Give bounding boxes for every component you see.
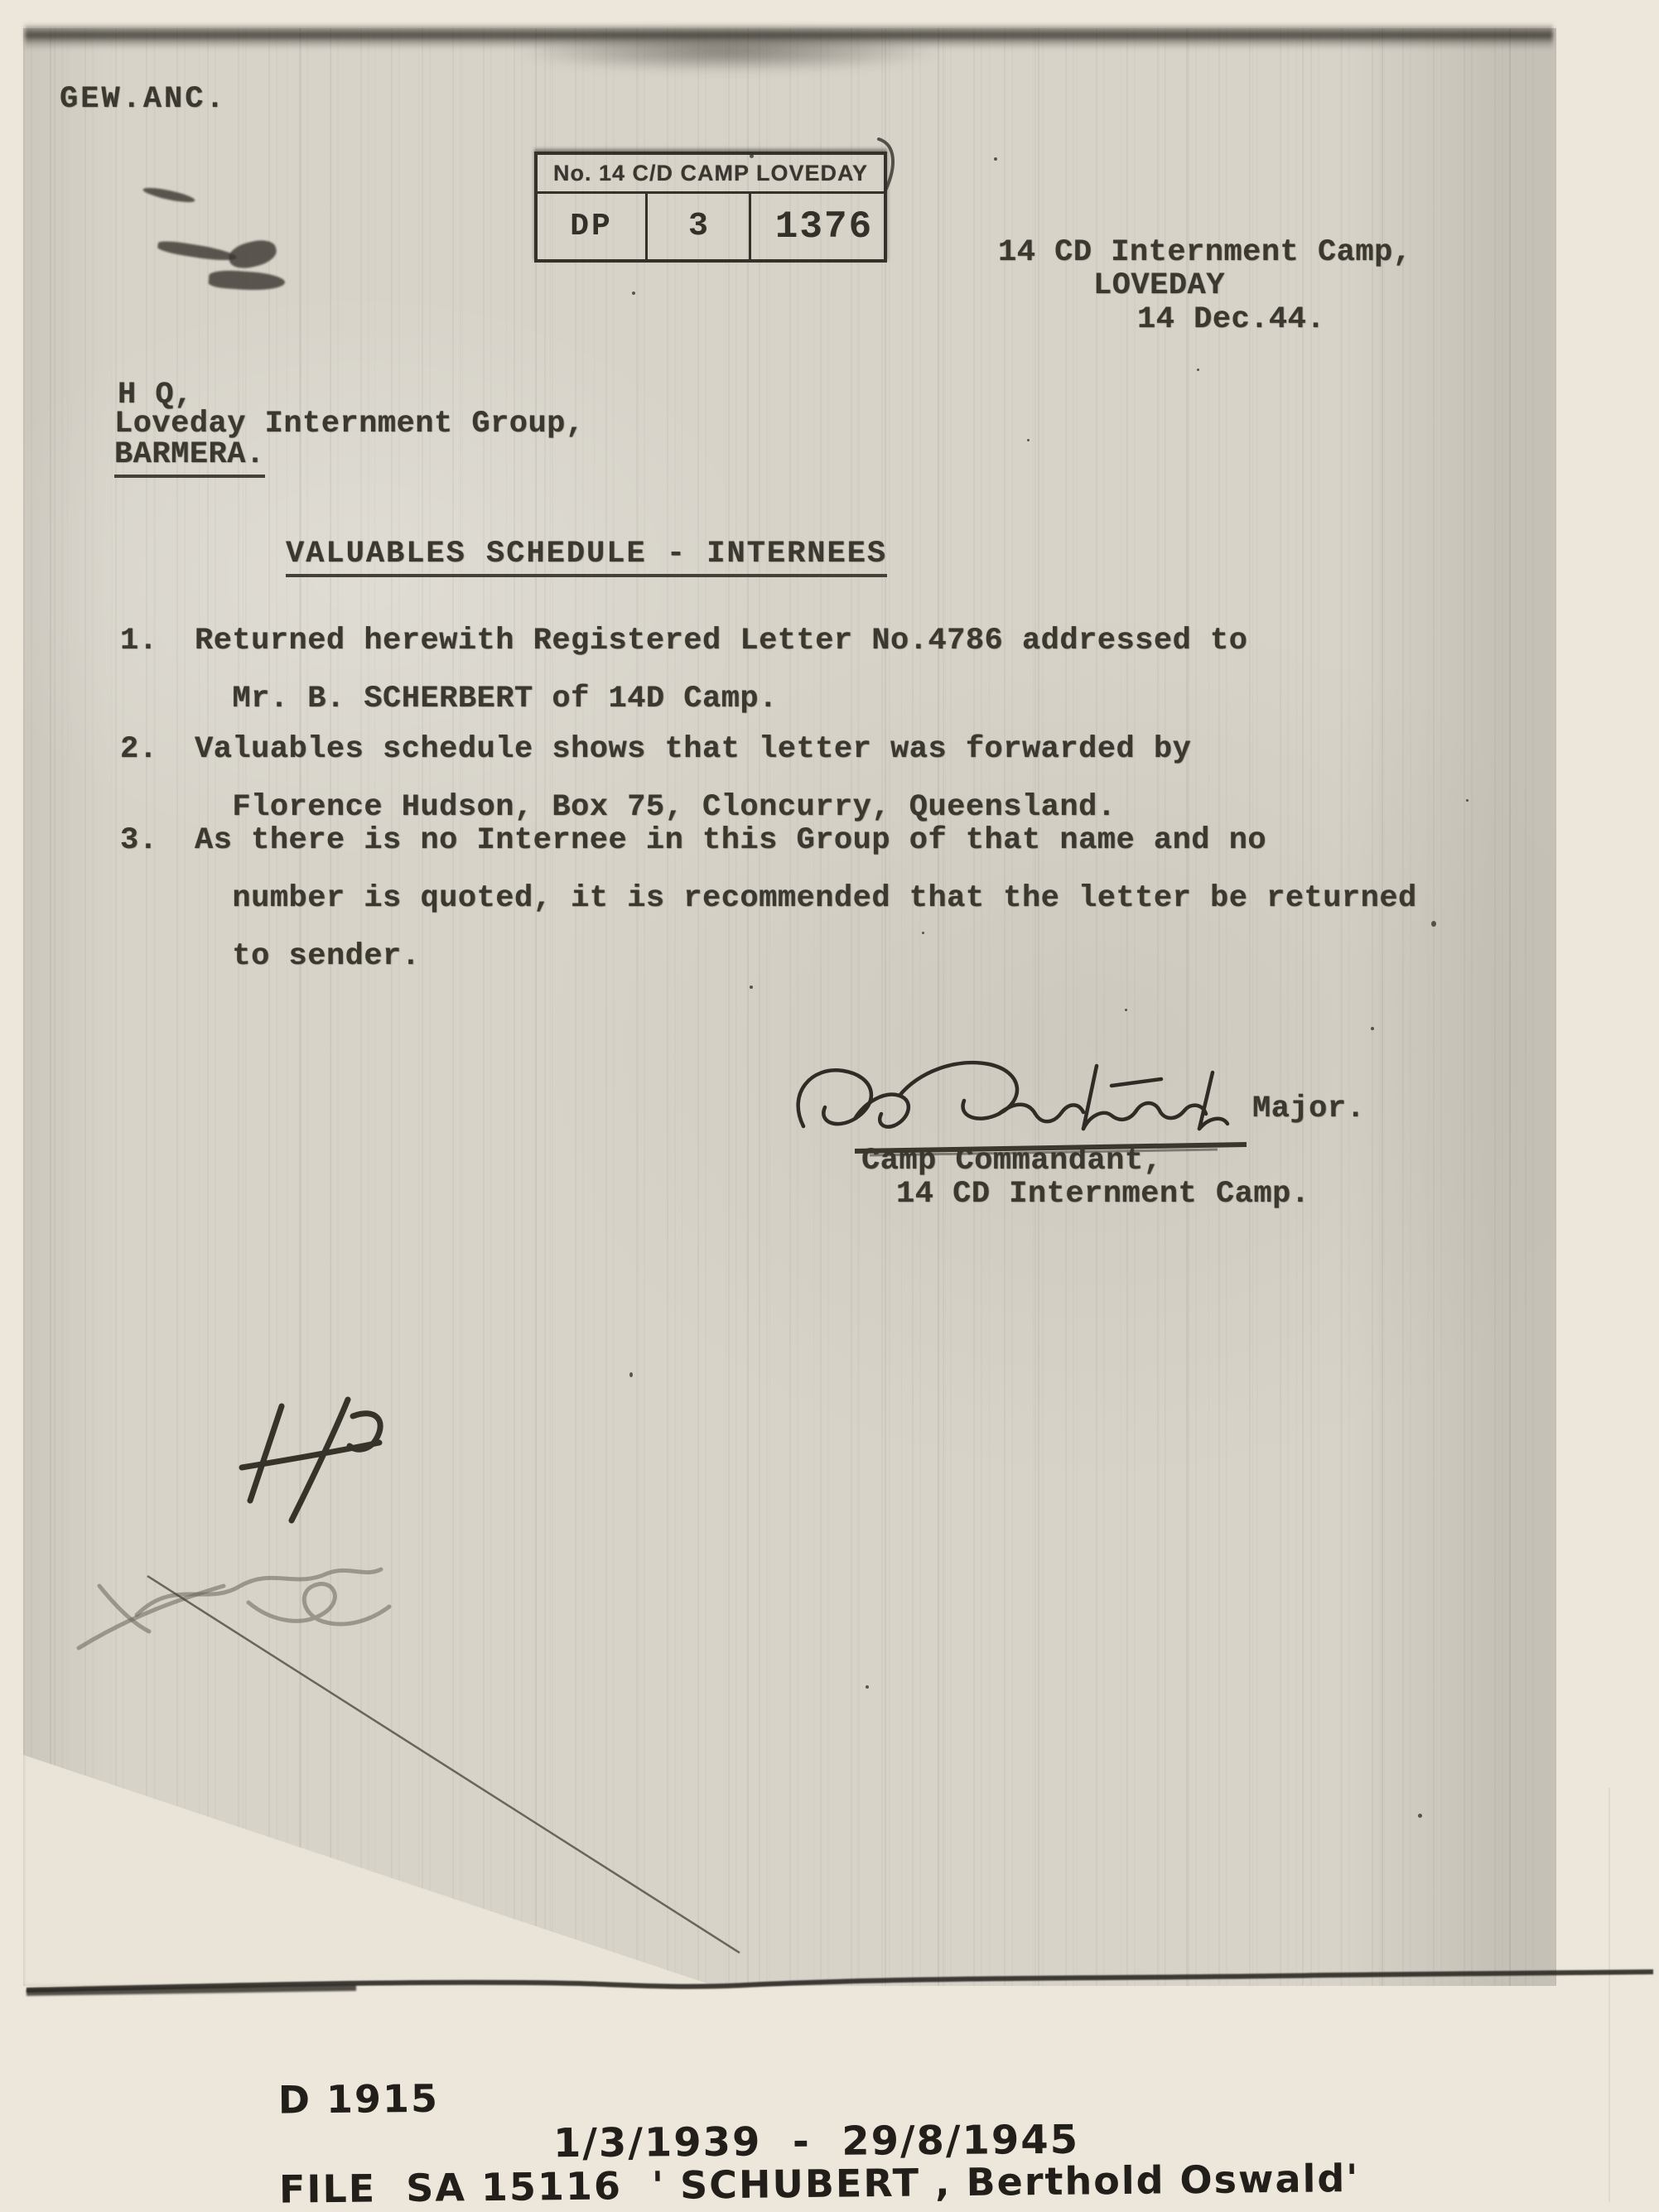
paragraph-3-number: 3. xyxy=(120,823,158,858)
speck xyxy=(632,292,635,295)
camp-stamp-cell-number: 1376 xyxy=(774,205,874,248)
camp-stamp-row xyxy=(538,194,884,259)
paragraph-1 xyxy=(120,624,1412,716)
archive-caption-id: D 1915 xyxy=(277,2075,440,2123)
signature-title1: Camp Commandant, xyxy=(861,1144,1163,1178)
page-bottom-edge xyxy=(0,1967,1659,2000)
speck xyxy=(1371,1027,1374,1030)
paragraph-3-line3: to sender. xyxy=(232,939,421,974)
recipient-line2: Loveday Internment Group, xyxy=(114,407,585,441)
scratch-line xyxy=(938,28,939,1986)
speck xyxy=(1197,369,1199,371)
signature-rank: Major. xyxy=(1252,1092,1366,1126)
paragraph-3-text xyxy=(195,823,1417,974)
reference-code: GEW.ANC. xyxy=(60,82,227,117)
paragraph-2 xyxy=(120,732,1412,825)
speck xyxy=(1418,1814,1422,1818)
signature-title2: 14 CD Internment Camp. xyxy=(896,1177,1310,1212)
recipient-line3-text: BARMERA. xyxy=(114,437,265,478)
paragraph-2-line2: Florence Hudson, Box 75, Cloncurry, Queensland. xyxy=(232,790,1116,825)
archive-caption-line2: 1/3/1939 - 29/8/1945 xyxy=(552,2116,1080,2167)
camp-stamp xyxy=(534,152,887,263)
camp-stamp-cell-3: 3 xyxy=(648,194,751,259)
scratch-line xyxy=(1038,28,1039,1986)
speck xyxy=(994,157,997,161)
paragraph-1-number: 1. xyxy=(120,624,158,658)
scratch-line xyxy=(885,28,886,1986)
camp-stamp-header: No. 14 C/D CAMP LOVEDAY xyxy=(538,155,884,194)
paragraph-2-number: 2. xyxy=(120,732,158,767)
sender-line3: 14 Dec.44. xyxy=(1137,302,1326,337)
archive-caption-line1 xyxy=(248,2022,1360,2212)
scratch-line xyxy=(50,28,51,1986)
stamp-corner-curl xyxy=(874,133,924,207)
speck xyxy=(750,986,753,989)
archive-caption-file: FILE SA 15116 ' SCHUBERT , Berthold Oswald' xyxy=(278,2155,1360,2212)
crease-line xyxy=(141,1569,770,1983)
top-edge-shadow-hump xyxy=(505,30,952,73)
paragraph-2-text xyxy=(195,732,1192,825)
speck xyxy=(1125,1009,1127,1011)
recipient-line3 xyxy=(114,437,265,472)
camp-stamp-cell-dp: DP xyxy=(538,194,648,259)
sender-line1: 14 CD Internment Camp, xyxy=(998,235,1412,270)
speck xyxy=(1466,799,1469,802)
paragraph-1-text xyxy=(195,624,1248,716)
paragraph-3-line1: As there is no Internee in this Group of that name and no xyxy=(195,823,1267,858)
recipient-line1: H Q, xyxy=(118,378,193,412)
scratch-line xyxy=(1509,28,1511,1986)
paragraph-3-line2: number is quoted, it is recommended that the letter be returned xyxy=(232,881,1417,916)
paragraph-2-line1: Valuables schedule shows that letter was forwarded by xyxy=(195,732,1192,767)
speck xyxy=(866,1685,869,1689)
scratch-line xyxy=(1382,28,1383,1986)
paragraph-3 xyxy=(120,823,1462,974)
paragraph-1-line2: Mr. B. SCHERBERT of 14D Camp. xyxy=(232,682,778,716)
speck xyxy=(629,1372,633,1377)
sender-line2: LOVEDAY xyxy=(1093,268,1225,303)
speck xyxy=(1027,439,1030,441)
subject-text: VALUABLES SCHEDULE - INTERNEES xyxy=(286,537,887,577)
paragraph-1-line1: Returned herewith Registered Letter No.4786 addressed to xyxy=(195,624,1248,658)
subject-line xyxy=(286,537,888,571)
